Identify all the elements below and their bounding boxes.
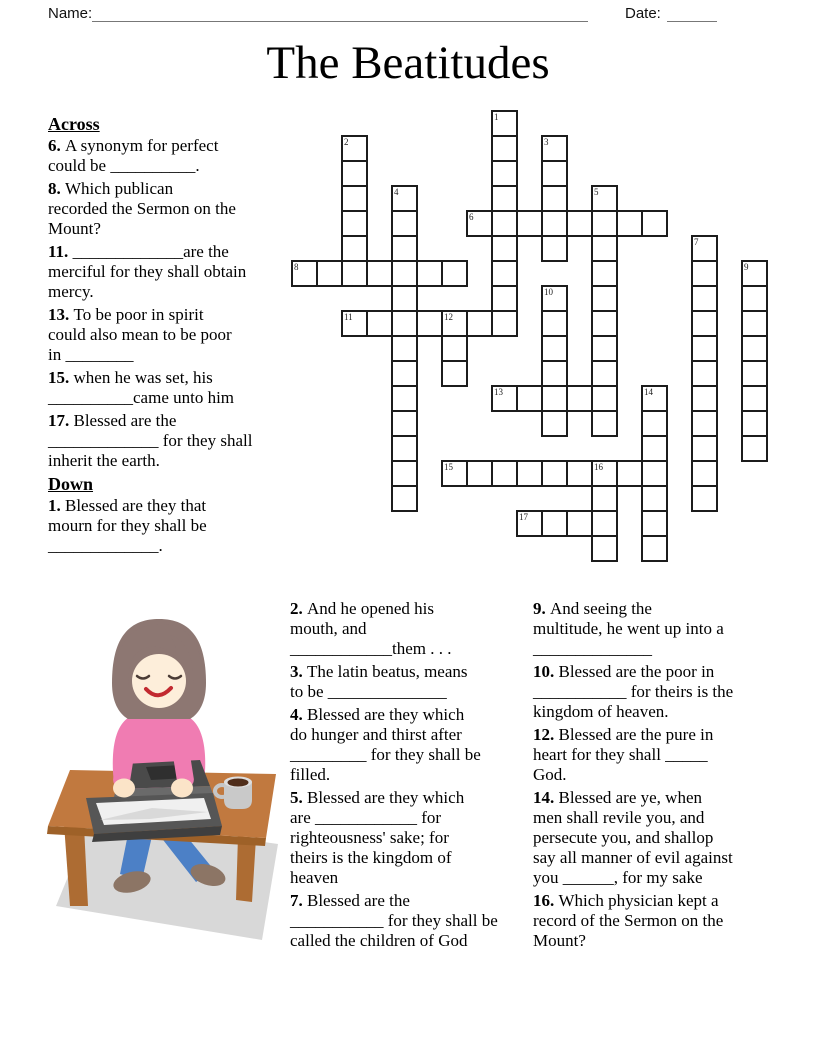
grid-cell[interactable]: [541, 335, 568, 362]
grid-cell[interactable]: [741, 360, 768, 387]
grid-cell-number: 1: [494, 112, 499, 122]
grid-cell[interactable]: [441, 310, 468, 337]
grid-cell[interactable]: [441, 335, 468, 362]
clue-number: 12.: [533, 725, 559, 744]
grid-cell[interactable]: [641, 535, 668, 562]
grid-cell[interactable]: [516, 510, 543, 537]
grid-cell[interactable]: [491, 460, 518, 487]
clue-section-heading: Across: [48, 114, 100, 134]
grid-cell[interactable]: [341, 185, 368, 212]
grid-cell-number: 12: [444, 312, 453, 322]
clue-number: 15.: [48, 368, 74, 387]
grid-cell[interactable]: [691, 410, 718, 437]
grid-cell[interactable]: [591, 360, 618, 387]
grid-cell[interactable]: [391, 260, 418, 287]
grid-cell[interactable]: [566, 385, 593, 412]
grid-cell[interactable]: [641, 210, 668, 237]
clue-number: 2.: [290, 599, 307, 618]
grid-cell[interactable]: [391, 460, 418, 487]
grid-cell[interactable]: [741, 335, 768, 362]
grid-cell[interactable]: [541, 135, 568, 162]
clue-item: 15. when he was set, his __________came unto him: [48, 368, 235, 407]
clue-number: 1.: [48, 496, 65, 515]
grid-cell[interactable]: [591, 285, 618, 312]
clue-number: 6.: [48, 136, 65, 155]
grid-cell[interactable]: [341, 160, 368, 187]
grid-cell[interactable]: [566, 510, 593, 537]
grid-cell[interactable]: [391, 360, 418, 387]
grid-cell[interactable]: [541, 160, 568, 187]
grid-cell[interactable]: [491, 260, 518, 287]
clue-column-middle: [290, 599, 532, 954]
grid-cell[interactable]: [591, 485, 618, 512]
woman-head: [112, 619, 206, 719]
grid-cell[interactable]: [341, 235, 368, 262]
grid-cell[interactable]: [441, 460, 468, 487]
grid-cell[interactable]: [741, 285, 768, 312]
clue-number: 13.: [48, 305, 74, 324]
clue-item: 17. Blessed are the _____________ for they shall inherit the earth.: [48, 411, 253, 470]
grid-cell[interactable]: [741, 260, 768, 287]
grid-cell[interactable]: [541, 310, 568, 337]
grid-cell[interactable]: [541, 360, 568, 387]
grid-cell[interactable]: [616, 460, 643, 487]
grid-cell[interactable]: [691, 310, 718, 337]
grid-cell-number: 9: [744, 262, 749, 272]
grid-cell[interactable]: [341, 310, 368, 337]
grid-cell-number: 4: [394, 187, 399, 197]
grid-cell-number: 10: [544, 287, 553, 297]
clue-number: 8.: [48, 179, 65, 198]
grid-cell[interactable]: [641, 385, 668, 412]
grid-cell-number: 3: [544, 137, 549, 147]
grid-cell-number: 14: [644, 387, 653, 397]
clue-item: 3. The latin beatus, means to be ______________: [290, 662, 468, 701]
grid-cell[interactable]: [516, 460, 543, 487]
clue-number: 14.: [533, 788, 559, 807]
grid-cell-number: 17: [519, 512, 528, 522]
date-label: Date:: [625, 5, 661, 22]
grid-cell[interactable]: [391, 385, 418, 412]
left-hand: [113, 779, 135, 798]
grid-cell-number: 6: [469, 212, 474, 222]
grid-cell[interactable]: [691, 385, 718, 412]
grid-cell[interactable]: [741, 385, 768, 412]
grid-cell[interactable]: [691, 335, 718, 362]
grid-cell[interactable]: [391, 410, 418, 437]
clue-number: 11.: [48, 242, 73, 261]
grid-cell[interactable]: [516, 210, 543, 237]
grid-cell[interactable]: [641, 410, 668, 437]
grid-cell[interactable]: [541, 460, 568, 487]
grid-cell[interactable]: [491, 210, 518, 237]
grid-cell[interactable]: [491, 385, 518, 412]
woman-face: [132, 654, 186, 708]
grid-cell[interactable]: [491, 235, 518, 262]
clue-item: 7. Blessed are the ___________ for they shall be called the children of God: [290, 891, 498, 950]
clue-number: 4.: [290, 705, 307, 724]
grid-cell[interactable]: [491, 310, 518, 337]
clue-number: 10.: [533, 662, 559, 681]
clue-number: 3.: [290, 662, 307, 681]
grid-cell[interactable]: [391, 185, 418, 212]
grid-cell[interactable]: [516, 385, 543, 412]
clue-number: 5.: [290, 788, 307, 807]
right-hand: [171, 779, 193, 798]
grid-cell[interactable]: [491, 160, 518, 187]
grid-cell[interactable]: [541, 285, 568, 312]
grid-cell[interactable]: [466, 310, 493, 337]
grid-cell[interactable]: [641, 435, 668, 462]
grid-cell[interactable]: [291, 260, 318, 287]
grid-cell[interactable]: [466, 210, 493, 237]
name-label: Name:: [48, 5, 93, 22]
grid-cell[interactable]: [591, 235, 618, 262]
grid-cell[interactable]: [491, 185, 518, 212]
grid-cell[interactable]: [691, 260, 718, 287]
grid-cell[interactable]: [416, 310, 443, 337]
grid-cell-number: 8: [294, 262, 299, 272]
clue-item: 5. Blessed are they which are ____________ for righteousness' sake; for theirs is the kingdom of heaven: [290, 788, 465, 887]
grid-cell[interactable]: [391, 335, 418, 362]
name-blank-line[interactable]: [92, 21, 588, 22]
clue-column-right: [533, 599, 778, 954]
clue-item: 4. Blessed are they which do hunger and thirst after _________ for they shall be filled.: [290, 705, 481, 784]
grid-cell[interactable]: [416, 260, 443, 287]
grid-cell[interactable]: [391, 235, 418, 262]
grid-cell[interactable]: [641, 510, 668, 537]
grid-cell-number: 15: [444, 462, 453, 472]
clue-column-left: [48, 114, 288, 559]
grid-cell[interactable]: [741, 435, 768, 462]
grid-cell[interactable]: [391, 285, 418, 312]
grid-cell[interactable]: [591, 460, 618, 487]
grid-cell[interactable]: [541, 510, 568, 537]
grid-cell-number: 16: [594, 462, 603, 472]
grid-cell[interactable]: [341, 210, 368, 237]
grid-cell[interactable]: [541, 235, 568, 262]
grid-cell-number: 7: [694, 237, 699, 247]
grid-cell[interactable]: [591, 335, 618, 362]
clue-item: 16. Which physician kept a record of the Sermon on the Mount?: [533, 891, 724, 950]
grid-cell[interactable]: [691, 235, 718, 262]
grid-cell[interactable]: [691, 435, 718, 462]
grid-cell[interactable]: [316, 260, 343, 287]
clue-number: 16.: [533, 891, 559, 910]
grid-cell[interactable]: [741, 310, 768, 337]
grid-cell[interactable]: [541, 410, 568, 437]
grid-cell-number: 13: [494, 387, 503, 397]
grid-cell[interactable]: [591, 185, 618, 212]
clue-item: 6. A synonym for perfect could be __________.: [48, 136, 219, 175]
clue-number: 7.: [290, 891, 307, 910]
grid-cell[interactable]: [541, 185, 568, 212]
grid-cell-number: 2: [344, 137, 349, 147]
grid-cell[interactable]: [691, 485, 718, 512]
grid-cell-number: 5: [594, 187, 599, 197]
grid-cell[interactable]: [341, 260, 368, 287]
grid-cell[interactable]: [391, 210, 418, 237]
grid-cell[interactable]: [391, 435, 418, 462]
coffee: [228, 779, 249, 787]
grid-cell[interactable]: [591, 385, 618, 412]
clue-item: 13. To be poor in spirit could also mean to be poor in ________: [48, 305, 232, 364]
clue-number: 17.: [48, 411, 74, 430]
grid-cell[interactable]: [441, 260, 468, 287]
grid-cell[interactable]: [491, 135, 518, 162]
grid-cell[interactable]: [441, 360, 468, 387]
clue-item: 8. Which publican recorded the Sermon on the Mount?: [48, 179, 236, 238]
grid-cell[interactable]: [466, 460, 493, 487]
grid-cell[interactable]: [591, 510, 618, 537]
grid-cell[interactable]: [366, 310, 393, 337]
grid-cell[interactable]: [616, 210, 643, 237]
date-blank-line[interactable]: [667, 21, 717, 22]
clue-item: 11. _____________are the merciful for they shall obtain mercy.: [48, 242, 247, 301]
grid-cell-number: 11: [344, 312, 353, 322]
grid-cell[interactable]: [591, 535, 618, 562]
grid-cell[interactable]: [691, 285, 718, 312]
clue-section-heading: Down: [48, 474, 94, 494]
grid-cell[interactable]: [491, 285, 518, 312]
grid-cell[interactable]: [691, 460, 718, 487]
grid-cell[interactable]: [591, 210, 618, 237]
clue-item: 2. And he opened his mouth, and ____________them . . .: [290, 599, 452, 658]
clue-item: 10. Blessed are the poor in ___________ for theirs is the kingdom of heaven.: [533, 662, 734, 721]
woman-at-desk-illustration: [30, 588, 290, 948]
clue-item: 1. Blessed are they that mourn for they shall be _____________.: [48, 496, 207, 555]
clue-item: 9. And seeing the multitude, he went up into a ______________: [533, 599, 724, 658]
grid-cell[interactable]: [566, 460, 593, 487]
page-title: The Beatitudes: [266, 37, 550, 89]
grid-cell[interactable]: [741, 410, 768, 437]
grid-cell[interactable]: [541, 210, 568, 237]
clue-number: 9.: [533, 599, 550, 618]
grid-cell[interactable]: [591, 260, 618, 287]
grid-cell[interactable]: [341, 135, 368, 162]
grid-cell[interactable]: [641, 460, 668, 487]
grid-cell[interactable]: [691, 360, 718, 387]
grid-cell[interactable]: [391, 310, 418, 337]
grid-cell[interactable]: [366, 260, 393, 287]
clue-item: 14. Blessed are ye, when men shall revile you, and persecute you, and shallop say all manner of evil against you ______, for my sake: [533, 788, 733, 887]
grid-cell[interactable]: [491, 110, 518, 137]
grid-cell[interactable]: [591, 410, 618, 437]
grid-cell[interactable]: [591, 310, 618, 337]
clue-item: 12. Blessed are the pure in heart for they shall _____ God.: [533, 725, 714, 784]
grid-cell[interactable]: [541, 385, 568, 412]
grid-cell[interactable]: [391, 485, 418, 512]
grid-cell[interactable]: [566, 210, 593, 237]
grid-cell[interactable]: [641, 485, 668, 512]
